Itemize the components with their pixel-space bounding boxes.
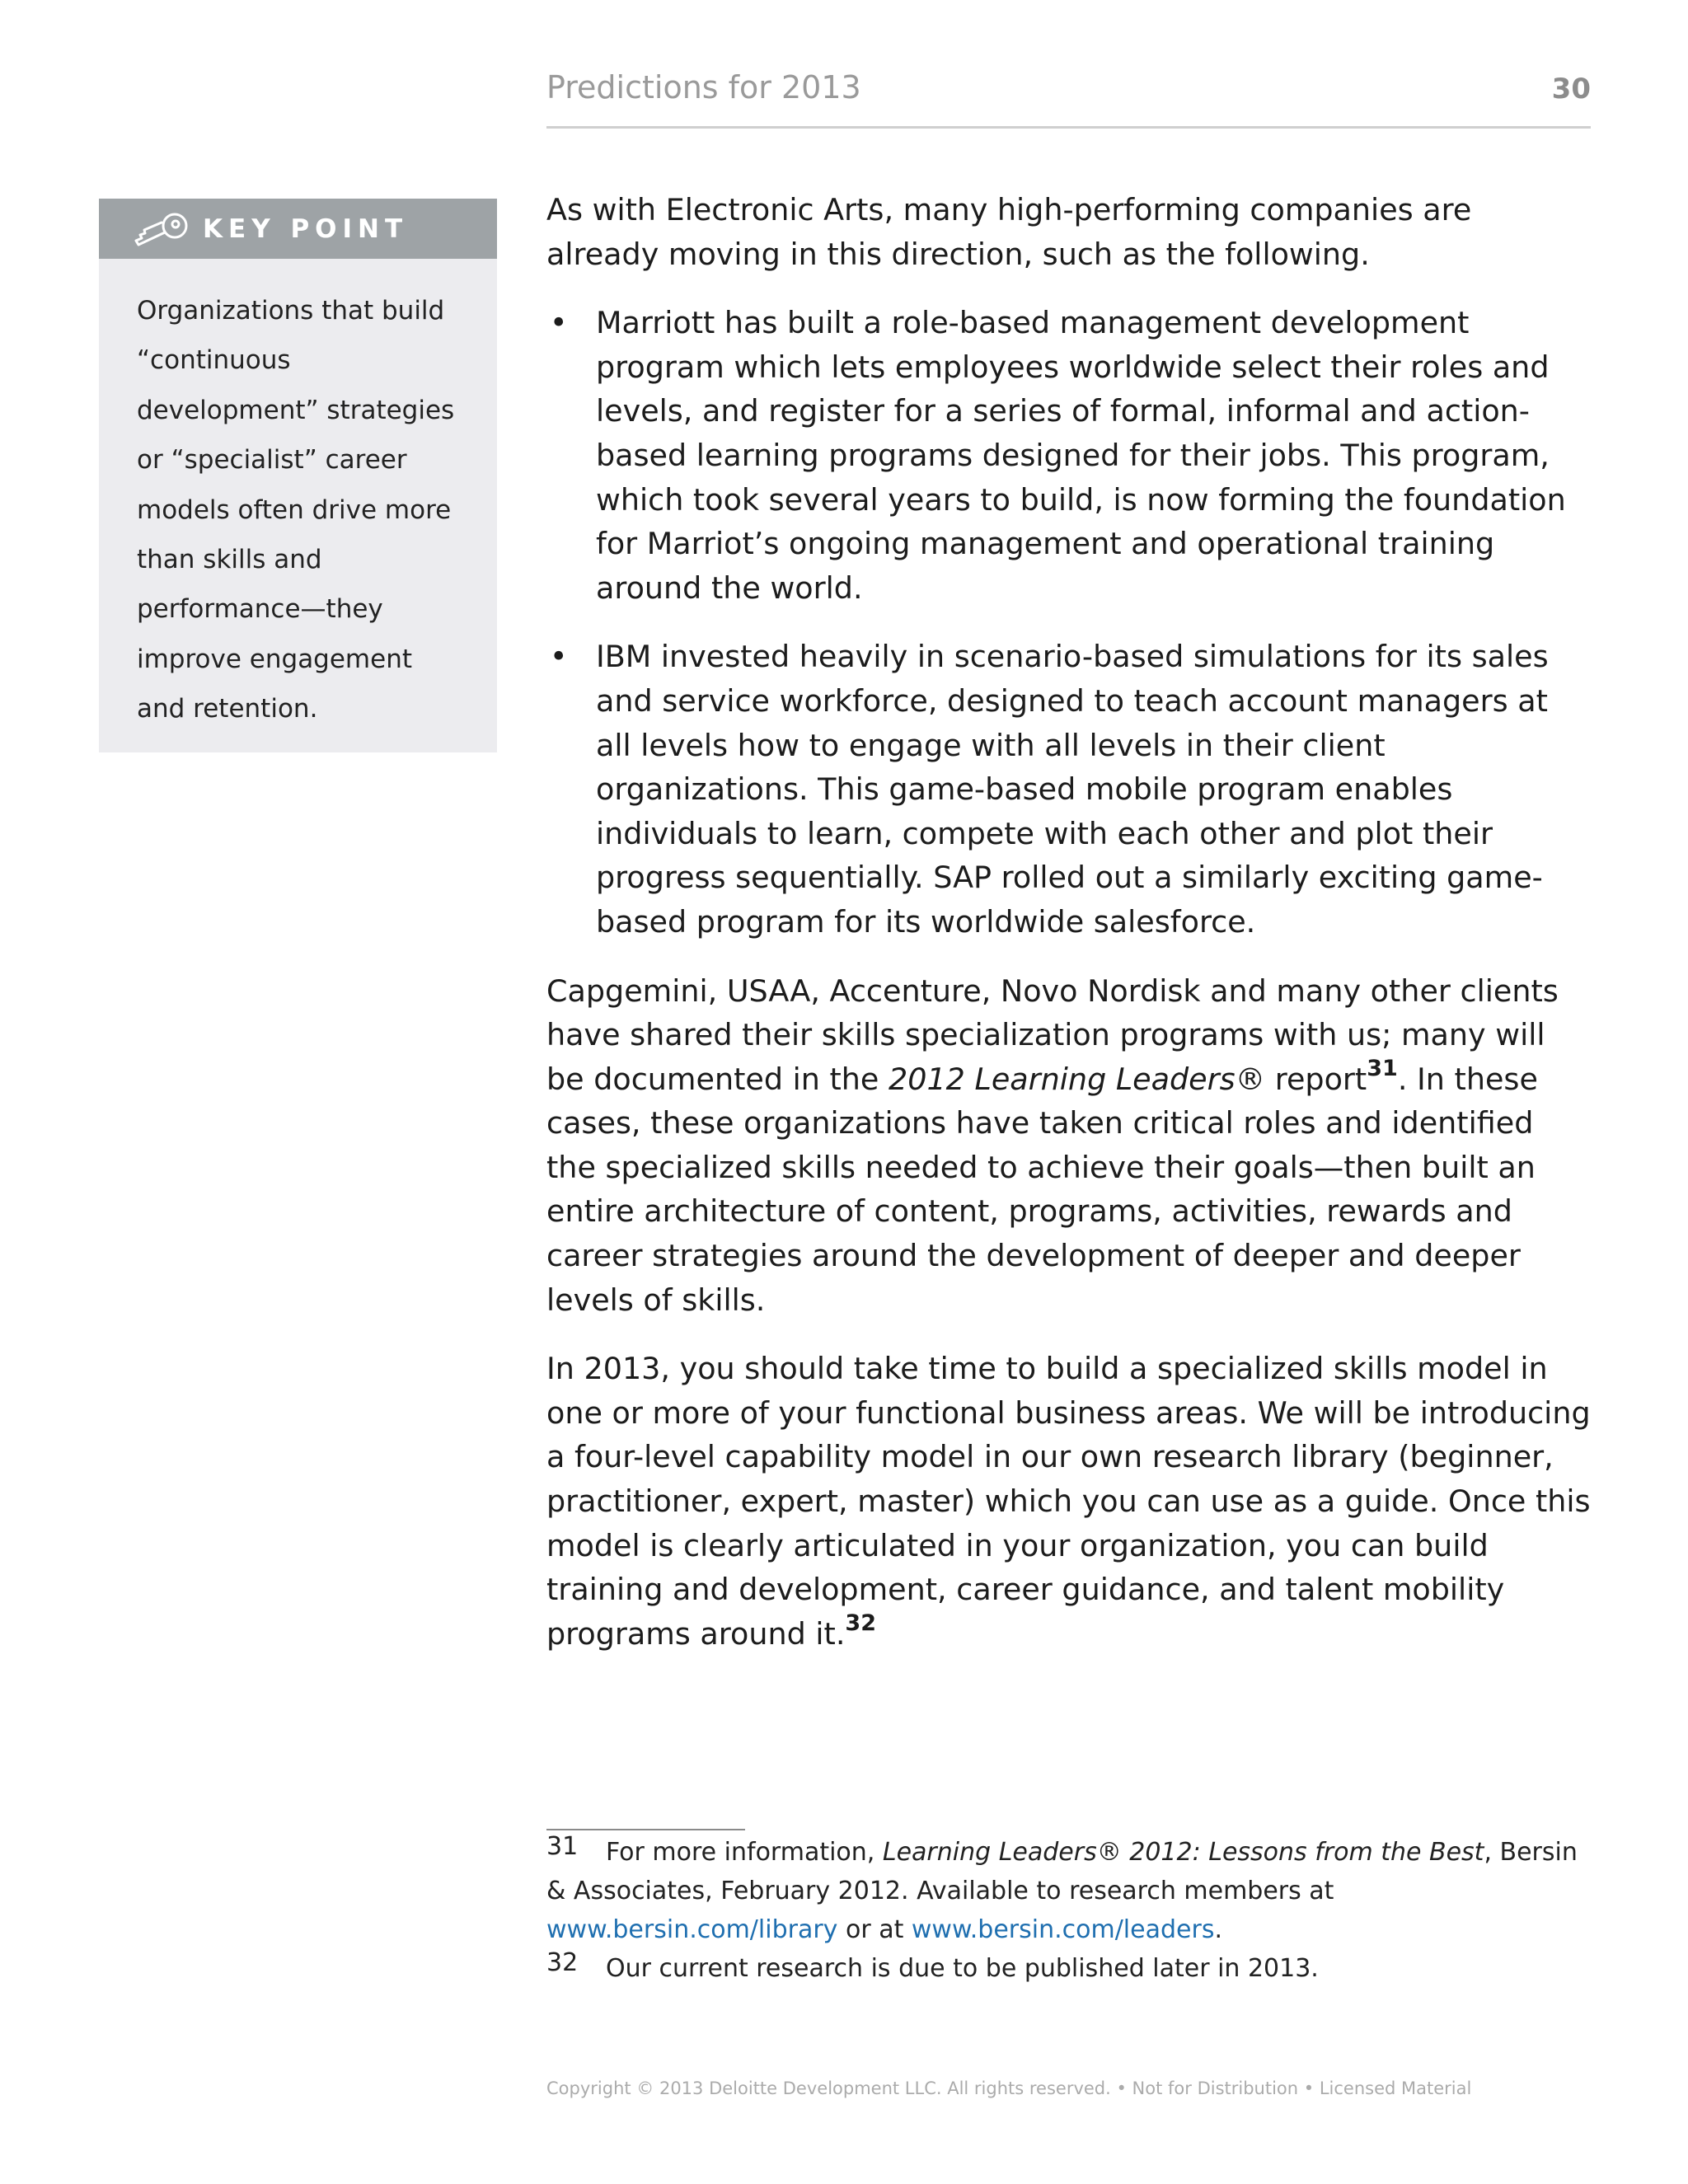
page-number: 30 (1551, 73, 1591, 105)
copyright-footer: Copyright © 2013 Deloitte Development LLC. All rights reserved. • Not for Distribution • Licensed Material (546, 2079, 1472, 2098)
footnote-number: 32 (546, 1948, 579, 1977)
page-header (546, 64, 1591, 129)
footnote-text: or at (837, 1915, 912, 1944)
library-link[interactable]: www.bersin.com/library (546, 1915, 838, 1944)
footnote-ref-32[interactable]: 32 (845, 1610, 876, 1636)
footnote-text: , Bersin & Associates, February 2012. Available to research members at (546, 1838, 1578, 1905)
bullet-text: IBM invested heavily in scenario-based simulations for its sales and service workforce, designed to teach account managers at all levels how to engage with all levels in their client organizations. This game-based mobile program enables individuals to learn, compete with each other and plot their progress sequentially. SAP rolled out a similarly exciting game-based program for its worldwide salesforce. (596, 639, 1549, 940)
key-point-label: KEY POINT (203, 213, 409, 244)
key-point-header (99, 199, 497, 259)
bullet-symbol: • (550, 639, 568, 675)
recommendation-paragraph (546, 1347, 1591, 1656)
footnotes (546, 1833, 1591, 1988)
list-item (546, 635, 1591, 944)
intro-paragraph: As with Electronic Arts, many high-performing companies are already moving in this direction, such as the following. (546, 192, 1472, 272)
footnote-text: Our current research is due to be published later in 2013. (606, 1954, 1319, 1983)
list-item (546, 301, 1591, 610)
company-examples-list (546, 301, 1591, 944)
footnote-ref-31[interactable]: 31 (1367, 1055, 1398, 1081)
key-point-text: Organizations that build “continuous development” strategies or “specialist” career models often drive more than skills and performance—they improve engagement and retention. (137, 296, 455, 724)
bullet-symbol: • (550, 305, 568, 341)
footnote-text: For more information, (606, 1838, 883, 1867)
footnote-number: 31 (546, 1832, 579, 1861)
leaders-link[interactable]: www.bersin.com/leaders (911, 1915, 1215, 1944)
footnote-title: Learning Leaders® 2012: Lessons from the Best (882, 1838, 1484, 1867)
skills-paragraph (546, 969, 1591, 1323)
main-content (546, 188, 1591, 1680)
key-icon (134, 210, 191, 248)
paragraph-text: . In these cases, these organizations have taken critical roles and identified the specialized skills needed to achieve their goals—then built an entire architecture of content, programs, activities, rewards and career strategies around the development of deeper and deeper levels of skills. (546, 1061, 1538, 1318)
header-title: Predictions for 2013 (546, 69, 861, 105)
key-point-box (99, 199, 497, 752)
paragraph-text: Capgemini, USAA, Accenture, Novo Nordisk and many other clients have shared their skills specialization programs with us; many will be documented in the (546, 972, 1559, 1097)
footnote-31 (546, 1833, 1591, 1949)
paragraph-text: In 2013, you should take time to build a specialized skills model in one or more of your functional business areas. We will be introducing a four-level capability model in our own research library (beginner, practitioner, expert, master) which you can use as a guide. Once this model is clearly articulated in your organization, you can build training and development, career guidance, and talent mobility programs around it. (546, 1351, 1591, 1652)
bullet-text: Marriott has built a role-based management development program which lets employees worldwide select their roles and levels, and register for a series of formal, informal and action-based learning programs designed for their jobs. This program, which took several years to build, is now forming the foundation for Marriot’s ongoing management and operational training around the world. (596, 305, 1566, 606)
footnote-32 (546, 1949, 1591, 1988)
footnote-text: . (1214, 1915, 1222, 1944)
report-title: 2012 Learning Leaders (889, 1061, 1236, 1097)
paragraph-text: ® report (1235, 1061, 1367, 1097)
